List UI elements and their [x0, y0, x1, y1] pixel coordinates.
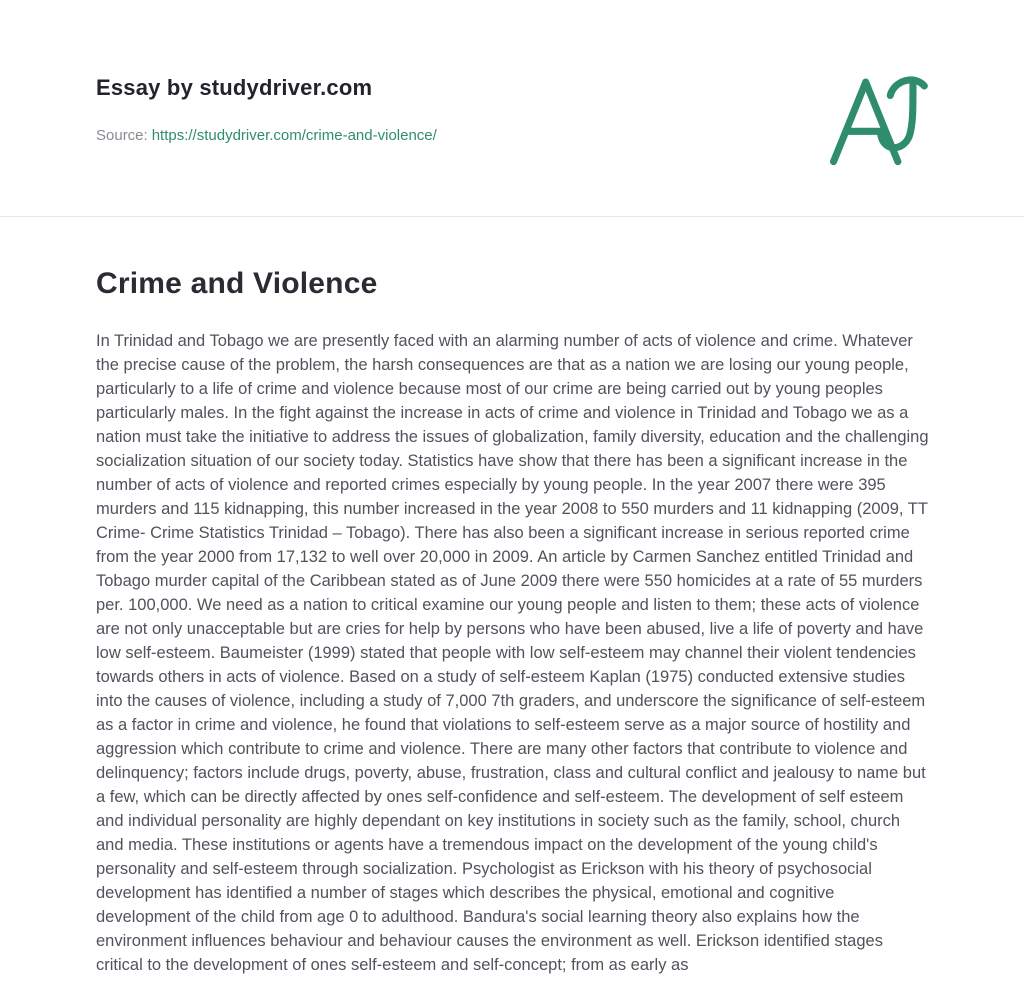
source-url-link[interactable]: https://studydriver.com/crime-and-violence/ [151, 127, 437, 144]
logo-j-curl [890, 80, 924, 95]
page-header [0, 0, 1024, 144]
article-content [0, 217, 1024, 977]
article-body-text: In Trinidad and Tobago we are presently faced with an alarming number of acts of violence and crime. Whatever the precise cause of the problem, the harsh consequences are that as a nation we are losing our young people, particularly to a life of crime and violence because most of our crime are being carried out by young peoples particularly males. In the fight against the increase in acts of crime and violence in Trinidad and Tobago we as a nation must take the initiative to address the issues of globalization, family diversity, education and the challenging socialization situation of our society today. Statistics have show that there has been a significant increase in the number of acts of violence and reported crimes especially by young people. In the year 2007 there were 395 murders and 115 kidnapping, this number increased in the year 2008 to 550 murders and 11 kidnapping (2009, TT Crime- Crime Statistics Trinidad – Tobago). There has also been a significant increase in serious reported crime from the year 2000 from 17,132 to well over 20,000 in 2009. An article by Carmen Sanchez entitled Trinidad and Tobago murder capital of the Caribbean stated as of June 2009 there were 550 homicides at a rate of 55 murders per. 100,000. We need as a nation to critical examine our young people and listen to them; these acts of violence are not only unacceptable but are cries for help by persons who have been abused, live a life of poverty and have low self-esteem. Baumeister (1999) stated that people with low self-esteem may channel their violent tendencies towards others in acts of violence. Based on a study of self-esteem Kaplan (1975) conducted extensive studies into the causes of violence, including a study of 7,000 7th graders, and underscore the significance of self-esteem as a factor in crime and violence, he found that violations to self-esteem serve as a major source of hostility and aggression which contribute to crime and violence. There are many other factors that contribute to violence and delinquency; factors include drugs, poverty, abuse, frustration, class and cultural conflict and jealousy to name but a few, which can be directly affected by ones self-confidence and self-esteem. The development of self esteem and individual personality are highly dependant on key institutions in society such as the family, school, church and media. These institutions or agents have a tremendous impact on the development of the young child's personality and self-esteem through socialization. Psychologist as Erickson with his theory of psychosocial development has identified a number of stages which describes the physical, emotional and cognitive development of the child from age 0 to adulthood. Bandura's social learning theory also explains how the environment influences behaviour and behaviour causes the environment as well. Erickson identified stages critical to the development of ones self-esteem and self-concept; from as early as [96, 332, 929, 974]
source-line [96, 127, 928, 144]
essay-by-heading: Essay by studydriver.com [96, 75, 373, 100]
article-title: Crime and Violence [96, 267, 378, 300]
source-label: Source: [96, 127, 148, 144]
logo-a-left-stroke [834, 82, 866, 161]
studydriver-logo-icon [826, 72, 930, 168]
